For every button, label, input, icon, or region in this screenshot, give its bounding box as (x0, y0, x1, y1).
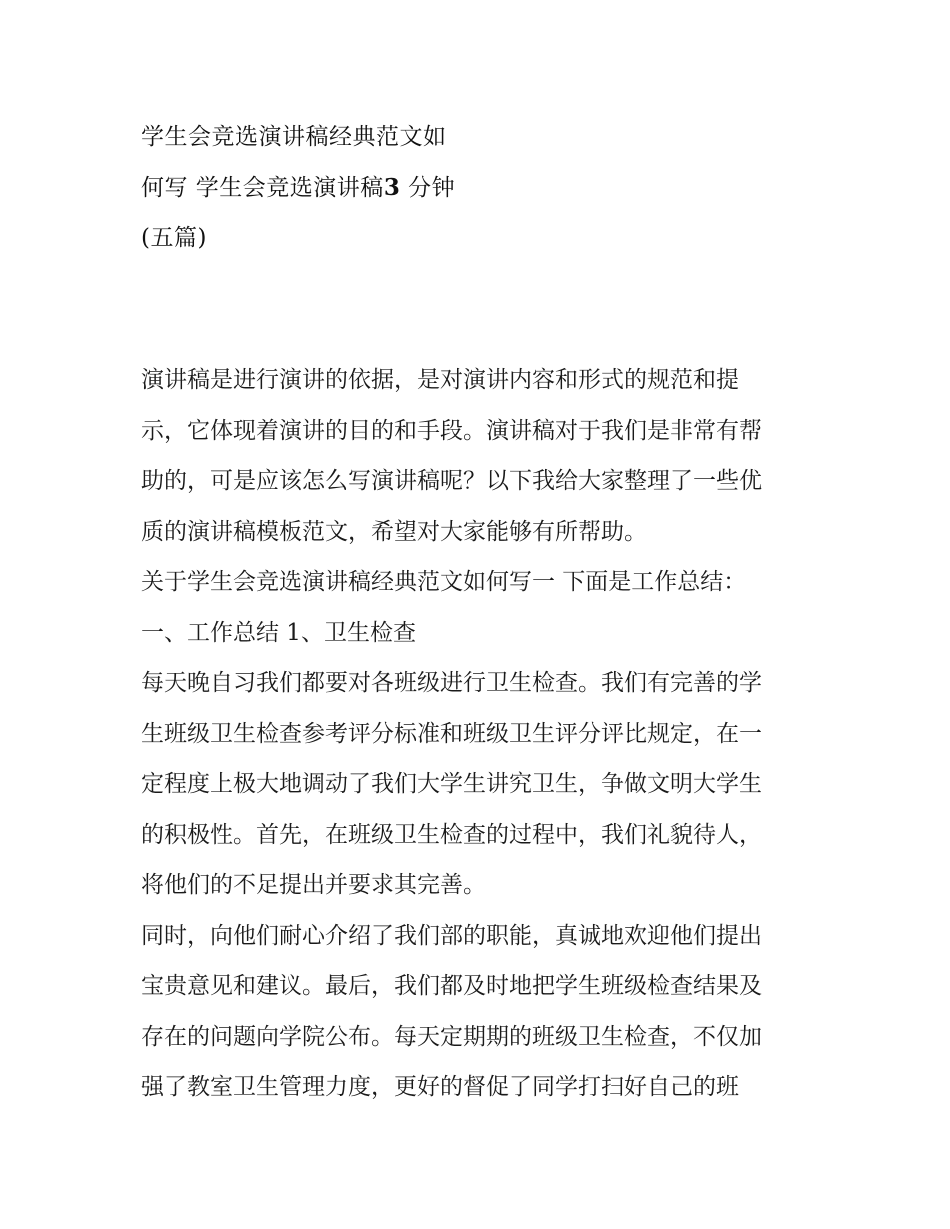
title-text: 分钟 (400, 174, 456, 201)
text-line: 关于学生会竞选演讲稿经典范文如何写一 下面是工作总结： (141, 569, 747, 595)
section-heading: 一、工作总结 1、卫生检查 (141, 619, 416, 646)
text-line: 定程度上极大地调动了我们大学生讲究卫生，争做文明大学生 (141, 771, 762, 797)
text-line: 的积极性。首先，在班级卫生检查的过程中，我们礼貌待人， (141, 821, 762, 848)
title-line: (五篇) (141, 225, 207, 251)
text-line: 演讲稿是进行演讲的依据，是对演讲内容和形式的规范和提 (141, 367, 739, 393)
text-line: 强了教室卫生管理力度，更好的督促了同学打扫好自己的班 (141, 1074, 739, 1100)
text-line: 质的演讲稿模板范文，希望对大家能够有所帮助。 (141, 518, 647, 545)
text-line: 助的，可是应该怎么写演讲稿呢？以下我给大家整理了一些优 (141, 468, 762, 494)
text-line: 将他们的不足提出并要求其完善。 (141, 872, 486, 898)
document-title (141, 112, 821, 264)
title-number: 3 (383, 173, 401, 201)
document-body (141, 355, 821, 1113)
text-line: 每天晚自习我们都要对各班级进行卫生检查。我们有完善的学 (141, 670, 762, 696)
text-line: 生班级卫生检查参考评分标准和班级卫生评分评比规定，在一 (141, 720, 762, 747)
text-line: 存在的问题向学院公布。每天定期期的班级卫生检查，不仅加 (141, 1023, 762, 1050)
title-line (141, 163, 821, 214)
title-text: 何写 学生会竞选演讲稿 (141, 174, 384, 201)
text-line: 宝贵意见和建议。最后，我们都及时地把学生班级检查结果及 (141, 973, 762, 999)
text-line: 同时，向他们耐心介绍了我们部的职能，真诚地欢迎他们提出 (141, 922, 762, 949)
text-line: 示，它体现着演讲的目的和手段。演讲稿对于我们是非常有帮 (141, 417, 762, 444)
title-line: 学生会竞选演讲稿经典范文如 (141, 124, 447, 150)
